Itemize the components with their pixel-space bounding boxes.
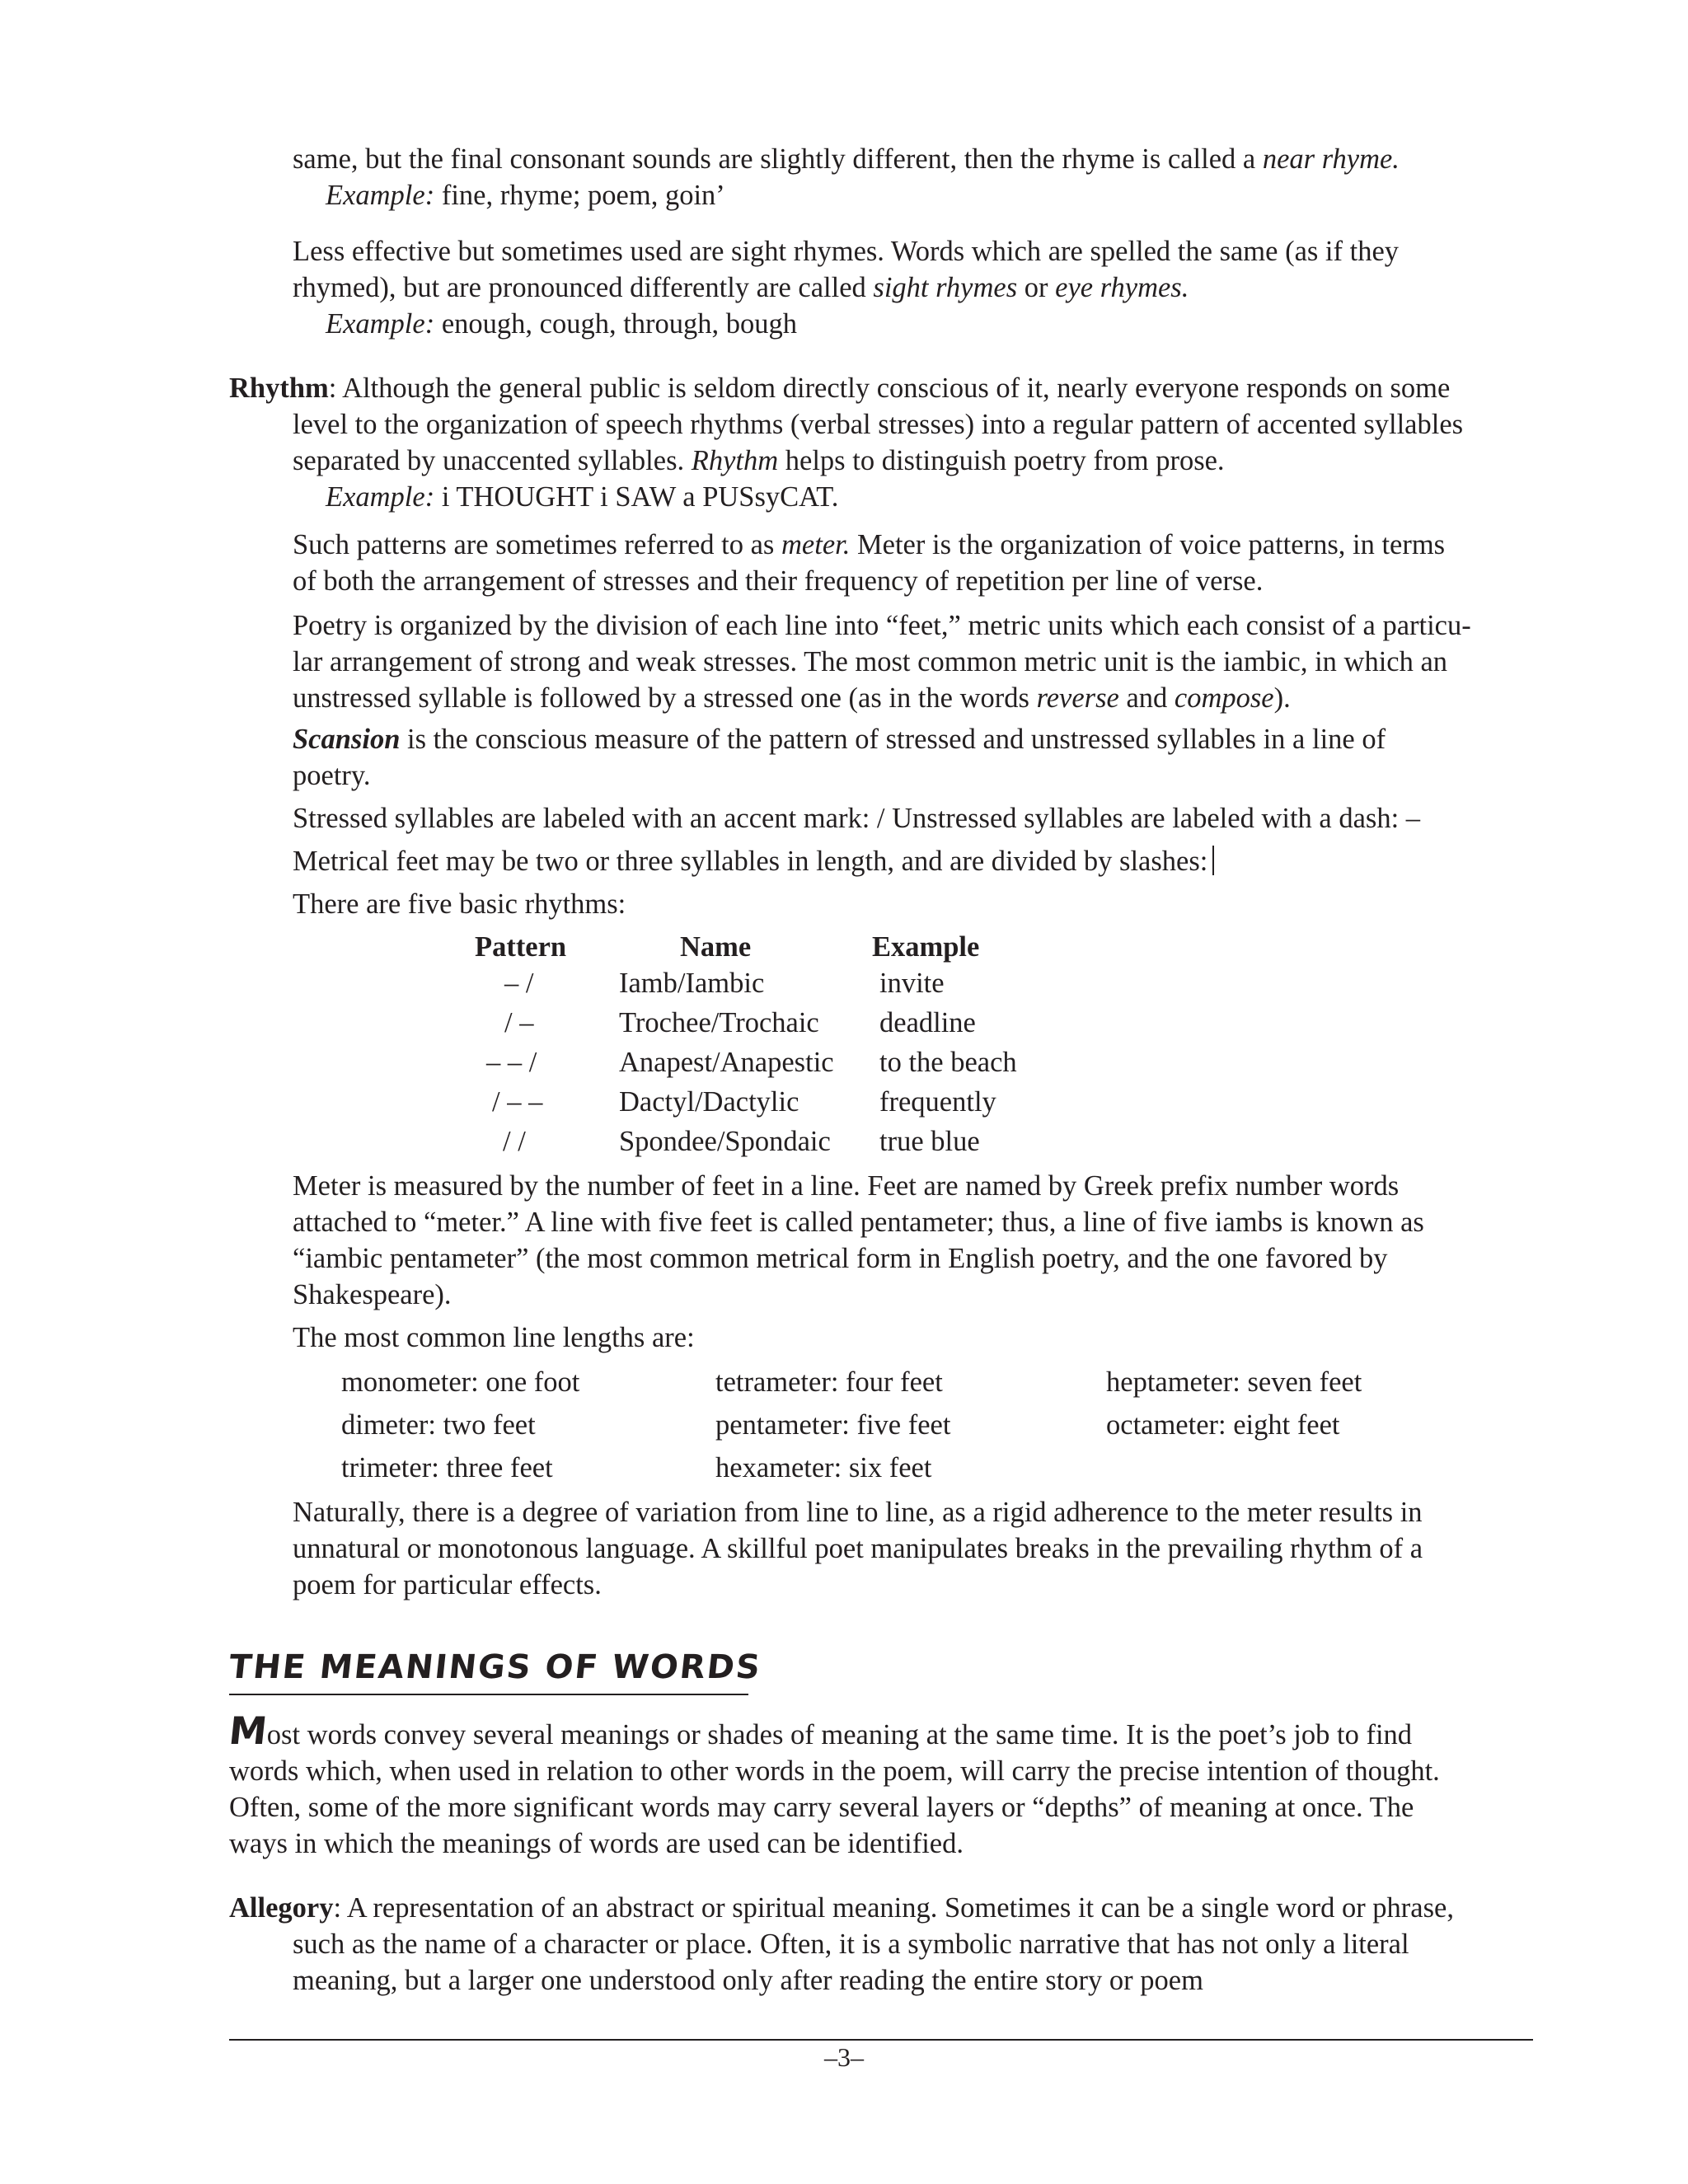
text: Meter is the organization of voice patterns, in terms — [850, 529, 1446, 560]
term-meter: meter. — [781, 529, 851, 560]
table-cell-name: Trochee/Trochaic — [619, 1007, 819, 1038]
text: unstressed syllable is followed by a stressed one (as in the words — [293, 682, 1037, 714]
table-cell-example: invite — [879, 968, 945, 999]
variation-line-1: Naturally, there is a degree of variation from line to line, as a rigid adherence to the meter results in — [293, 1497, 1423, 1528]
line-length-item: dimeter: two feet — [341, 1409, 536, 1441]
term-sight-rhymes: sight rhymes — [873, 272, 1018, 303]
meter-line-2: of both the arrangement of stresses and their frequency of repetition per line of verse. — [293, 565, 1264, 597]
feet-line-3 — [293, 681, 1291, 717]
table-cell-example: frequently — [879, 1086, 996, 1118]
rhythm-line-1 — [229, 371, 1450, 407]
feet-line-2: lar arrangement of strong and weak stresses. The most common metric unit is the iambic, in which an — [293, 646, 1448, 677]
table-cell-name: Spondee/Spondaic — [619, 1126, 831, 1157]
table-cell-pattern: – – / — [486, 1047, 537, 1078]
table-cell-name: Anapest/Anapestic — [619, 1047, 834, 1078]
measure-line-1: Meter is measured by the number of feet in a line. Feet are named by Greek prefix number words — [293, 1170, 1400, 1202]
term-allegory: Allegory — [229, 1892, 334, 1924]
metrical-line — [293, 844, 1214, 880]
rhythm-line-3 — [293, 443, 1225, 480]
table-cell-example: deadline — [879, 1007, 976, 1038]
text: helps to distinguish poetry from prose. — [778, 445, 1225, 476]
variation-line-3: poem for particular effects. — [293, 1569, 602, 1601]
table-cell-example: to the beach — [879, 1047, 1017, 1078]
term-near-rhyme: near rhyme. — [1262, 143, 1400, 175]
table-cell-pattern: / – — [504, 1007, 534, 1038]
example-label: Example: — [326, 180, 435, 211]
section-heading-underline — [229, 1694, 748, 1695]
term-scansion: Scansion — [293, 724, 401, 755]
table-header-example: Example — [872, 931, 980, 963]
table-header-pattern: Pattern — [475, 931, 567, 963]
meanings-line-1 — [227, 1708, 1413, 1754]
scansion-line-1 — [293, 722, 1386, 758]
rhythm-example — [326, 480, 838, 516]
allegory-line-3: meaning, but a larger one understood only after reading the entire story or poem — [293, 1965, 1203, 1996]
drop-cap: M — [227, 1708, 270, 1753]
allegory-line-2: such as the name of a character or place. Often, it is a symbolic narrative that has not only a literal — [293, 1929, 1409, 1960]
measure-line-2: attached to “meter.” A line with five feet is called pentameter; thus, a line of five iambs is known as — [293, 1207, 1424, 1238]
text: ). — [1273, 682, 1291, 714]
table-cell-name: Iamb/Iambic — [619, 968, 765, 999]
table-cell-name: Dactyl/Dactylic — [619, 1086, 799, 1118]
text: : A representation of an abstract or spiritual meaning. Sometimes it can be a single word or phrase, — [333, 1892, 1454, 1924]
variation-line-2: unnatural or monotonous language. A skillful poet manipulates breaks in the prevailing rhythm of a — [293, 1533, 1423, 1564]
meanings-line-4: ways in which the meanings of words are used can be identified. — [229, 1828, 964, 1859]
table-header-name: Name — [680, 931, 752, 963]
text: Metrical feet may be two or three syllables in length, and are divided by slashes: — [293, 846, 1208, 877]
near-rhyme-example — [326, 178, 725, 214]
table-cell-pattern: / – – — [492, 1086, 543, 1118]
sight-rhymes-line-2 — [293, 270, 1189, 307]
line-length-item: tetrameter: four feet — [715, 1366, 943, 1398]
text: same, but the final consonant sounds are slightly different, then the rhyme is called a — [293, 143, 1263, 175]
five-rhythms-intro: There are five basic rhythms: — [293, 888, 626, 920]
term-eye-rhymes: eye rhymes. — [1055, 272, 1189, 303]
text: or — [1017, 272, 1056, 303]
sight-rhymes-line-1: Less effective but sometimes used are sight rhymes. Words which are spelled the same (as if they — [293, 236, 1400, 267]
line-length-item: octameter: eight feet — [1106, 1409, 1340, 1441]
text: rhymed), but are pronounced differently are called — [293, 272, 874, 303]
stress-line: Stressed syllables are labeled with an accent mark: / Unstressed syllables are labeled with a dash: – — [293, 803, 1421, 834]
page-number: –3– — [824, 2042, 864, 2072]
near-rhyme-line — [293, 142, 1400, 178]
term-rhythm-italic: Rhythm — [691, 445, 779, 476]
text: separated by unaccented syllables. — [293, 445, 692, 476]
word-reverse: reverse — [1036, 682, 1119, 714]
measure-line-4: Shakespeare). — [293, 1279, 452, 1310]
term-rhythm: Rhythm — [229, 373, 329, 404]
text: ost words convey several meanings or shades of meaning at the same time. It is the poet’s job to find — [266, 1719, 1413, 1750]
text: and — [1118, 682, 1175, 714]
text: : Although the general public is seldom directly conscious of it, nearly everyone responds on some — [328, 373, 1451, 404]
text: is the conscious measure of the pattern of stressed and unstressed syllables in a line of — [400, 724, 1386, 755]
example-text: enough, cough, through, bough — [434, 308, 798, 340]
word-compose: compose — [1174, 682, 1274, 714]
line-length-item: pentameter: five feet — [715, 1409, 951, 1441]
feet-line-1: Poetry is organized by the division of each line into “feet,” metric units which each consist of a particu- — [293, 610, 1471, 641]
meter-line-1 — [293, 527, 1445, 564]
text: Such patterns are sometimes referred to as — [293, 529, 781, 560]
section-heading: THE MEANINGS OF WORDS — [227, 1648, 764, 1686]
example-text: fine, rhyme; poem, goin’ — [434, 180, 725, 211]
scansion-line-2: poetry. — [293, 760, 371, 791]
example-text: i THOUGHT i SAW a PUSsyCAT. — [434, 481, 839, 513]
table-cell-example: true blue — [879, 1126, 980, 1157]
table-cell-pattern: – / — [504, 968, 534, 999]
line-lengths-intro: The most common line lengths are: — [293, 1322, 695, 1353]
line-length-item: trimeter: three feet — [341, 1452, 553, 1483]
slash-bar-symbol — [1212, 846, 1214, 875]
example-label: Example: — [326, 481, 435, 513]
meanings-line-2: words which, when used in relation to other words in the poem, will carry the precise intention of thought. — [229, 1755, 1440, 1787]
meanings-line-3: Often, some of the more significant words may carry several layers or “depths” of meaning at once. The — [229, 1792, 1414, 1823]
line-length-item: monometer: one foot — [341, 1366, 580, 1398]
sight-rhymes-example — [326, 307, 797, 343]
line-length-item: heptameter: seven feet — [1106, 1366, 1362, 1398]
table-cell-pattern: / / — [503, 1126, 526, 1157]
line-length-item: hexameter: six feet — [715, 1452, 932, 1483]
rhythm-line-2: level to the organization of speech rhythms (verbal stresses) into a regular pattern of accented syllables — [293, 409, 1464, 440]
allegory-line-1 — [229, 1891, 1454, 1927]
example-label: Example: — [326, 308, 435, 340]
measure-line-3: “iambic pentameter” (the most common metrical form in English poetry, and the one favored by — [293, 1243, 1388, 1274]
